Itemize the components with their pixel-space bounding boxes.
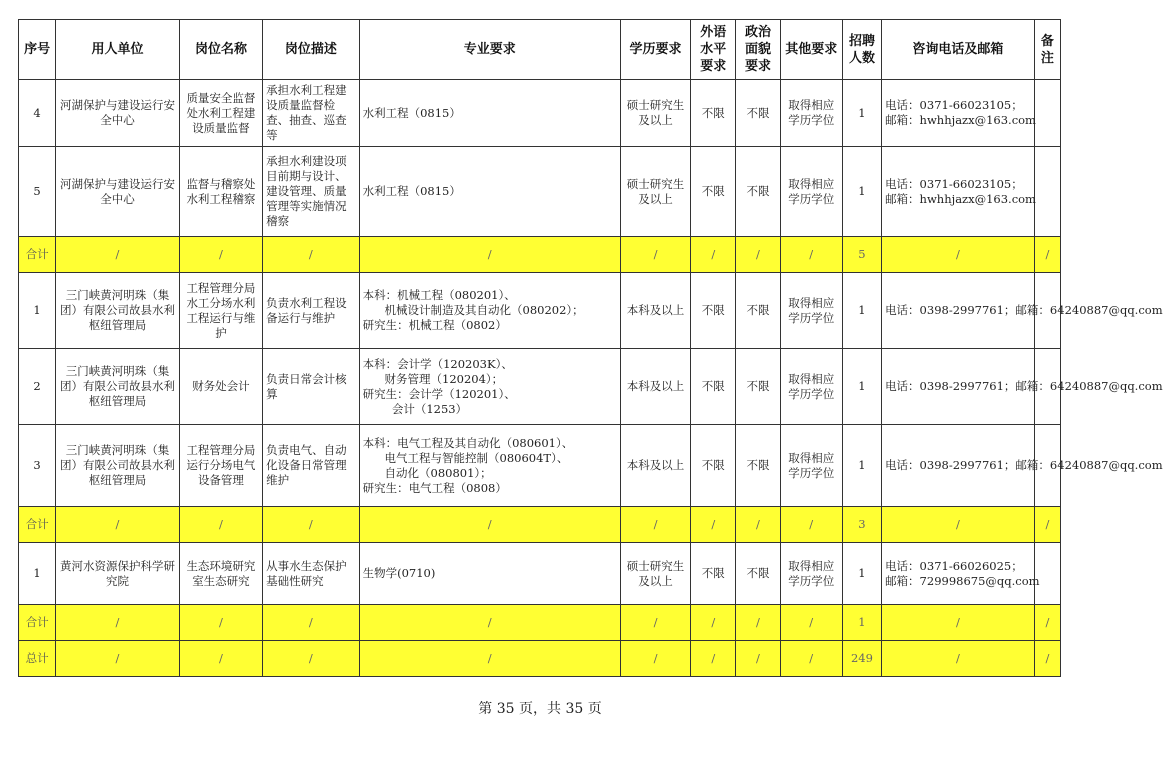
- summary-count: 1: [842, 605, 881, 641]
- description-cell: 负责水利工程设备运行与维护: [263, 273, 359, 349]
- summary-row: [19, 641, 1061, 677]
- summary-count: 5: [842, 237, 881, 273]
- summary-slash: /: [263, 641, 359, 677]
- header-lang: 外语水平要求: [691, 20, 736, 80]
- summary-slash: /: [1034, 507, 1060, 543]
- summary-label: 合计: [19, 507, 56, 543]
- summary-slash: /: [179, 641, 262, 677]
- summary-slash: /: [56, 507, 180, 543]
- education-cell: 硕士研究生及以上: [620, 80, 690, 147]
- summary-label: 总计: [19, 641, 56, 677]
- summary-slash: /: [1034, 605, 1060, 641]
- summary-slash: /: [359, 507, 620, 543]
- header-unit: 用人单位: [56, 20, 180, 80]
- employer-cell: 三门峡黄河明珠（集团）有限公司故县水利枢纽管理局: [56, 273, 180, 349]
- table-row: [19, 80, 1061, 147]
- header-post: 岗位名称: [179, 20, 262, 80]
- count-cell: 1: [842, 273, 881, 349]
- description-cell: 承担水利工程建设质量监督检查、抽查、巡查等: [263, 80, 359, 147]
- summary-slash: /: [179, 605, 262, 641]
- summary-slash: /: [263, 237, 359, 273]
- summary-slash: /: [882, 237, 1035, 273]
- note-cell: [1034, 147, 1060, 237]
- post-cell: 工程管理分局运行分场电气设备管理: [179, 425, 262, 507]
- summary-slash: /: [359, 641, 620, 677]
- row-number: 2: [19, 349, 56, 425]
- table-row: [19, 273, 1061, 349]
- summary-slash: /: [56, 605, 180, 641]
- language-cell: 不限: [691, 425, 736, 507]
- major-cell: 本科：电气工程及其自动化（080601）、 电气工程与智能控制（080604T）、 自动化（080801）； 研究生：电气工程（0808）: [359, 425, 620, 507]
- count-cell: 1: [842, 543, 881, 605]
- summary-slash: /: [691, 507, 736, 543]
- summary-slash: /: [780, 237, 842, 273]
- education-cell: 本科及以上: [620, 349, 690, 425]
- summary-slash: /: [882, 507, 1035, 543]
- row-number: 4: [19, 80, 56, 147]
- table-row: [19, 349, 1061, 425]
- summary-slash: /: [179, 507, 262, 543]
- page-footer: 第 35 页，共 35 页: [478, 701, 602, 717]
- header-row: [19, 20, 1061, 80]
- summary-label: 合计: [19, 605, 56, 641]
- employer-cell: 河湖保护与建设运行安全中心: [56, 147, 180, 237]
- header-edu: 学历要求: [620, 20, 690, 80]
- other-cell: 取得相应学历学位: [780, 80, 842, 147]
- summary-slash: /: [736, 507, 780, 543]
- table-body: [19, 80, 1163, 677]
- contact-cell: 电话：0398-2997761；邮箱：64240887@qq.com: [882, 349, 1035, 425]
- header-other: 其他要求: [780, 20, 842, 80]
- table-row: [19, 543, 1061, 605]
- summary-slash: /: [263, 605, 359, 641]
- summary-slash: /: [882, 641, 1035, 677]
- description-cell: 从事水生态保护基础性研究: [263, 543, 359, 605]
- summary-slash: /: [780, 507, 842, 543]
- other-cell: 取得相应学历学位: [780, 349, 842, 425]
- description-cell: 负责日常会计核算: [263, 349, 359, 425]
- other-cell: 取得相应学历学位: [780, 425, 842, 507]
- header-no: 序号: [19, 20, 56, 80]
- political-cell: 不限: [736, 543, 780, 605]
- post-cell: 生态环境研究室生态研究: [179, 543, 262, 605]
- summary-slash: /: [620, 507, 690, 543]
- table-row: [19, 425, 1061, 507]
- language-cell: 不限: [691, 543, 736, 605]
- summary-slash: /: [56, 641, 180, 677]
- count-cell: 1: [842, 147, 881, 237]
- summary-slash: /: [780, 605, 842, 641]
- education-cell: 硕士研究生及以上: [620, 543, 690, 605]
- summary-slash: /: [359, 605, 620, 641]
- table-row: [19, 147, 1061, 237]
- count-cell: 1: [842, 80, 881, 147]
- header-major: 专业要求: [359, 20, 620, 80]
- count-cell: 1: [842, 349, 881, 425]
- political-cell: 不限: [736, 147, 780, 237]
- political-cell: 不限: [736, 273, 780, 349]
- contact-cell: 电话：0371-66026025； 邮箱：729998675@qq.com: [882, 543, 1035, 605]
- political-cell: 不限: [736, 349, 780, 425]
- post-cell: 财务处会计: [179, 349, 262, 425]
- header-desc: 岗位描述: [263, 20, 359, 80]
- summary-slash: /: [736, 641, 780, 677]
- row-number: 1: [19, 543, 56, 605]
- employer-cell: 黄河水资源保护科学研究院: [56, 543, 180, 605]
- summary-label: 合计: [19, 237, 56, 273]
- recruitment-table: [18, 19, 1163, 677]
- summary-slash: /: [1034, 641, 1060, 677]
- employer-cell: 河湖保护与建设运行安全中心: [56, 80, 180, 147]
- summary-slash: /: [1034, 237, 1060, 273]
- other-cell: 取得相应学历学位: [780, 273, 842, 349]
- other-cell: 取得相应学历学位: [780, 147, 842, 237]
- summary-slash: /: [359, 237, 620, 273]
- major-cell: 本科：会计学（120203K）、 财务管理（120204）； 研究生：会计学（120201）、 会计（1253）: [359, 349, 620, 425]
- political-cell: 不限: [736, 425, 780, 507]
- summary-slash: /: [620, 237, 690, 273]
- contact-cell: 电话：0398-2997761；邮箱：64240887@qq.com: [882, 425, 1035, 507]
- major-cell: 本科：机械工程（080201）、 机械设计制造及其自动化（080202）； 研究生：机械工程（0802）: [359, 273, 620, 349]
- employer-cell: 三门峡黄河明珠（集团）有限公司故县水利枢纽管理局: [56, 349, 180, 425]
- contact-cell: 电话：0371-66023105； 邮箱：hwhhjazx@163.com: [882, 80, 1035, 147]
- contact-cell: 电话：0371-66023105； 邮箱：hwhhjazx@163.com: [882, 147, 1035, 237]
- summary-row: [19, 605, 1061, 641]
- row-number: 1: [19, 273, 56, 349]
- contact-cell: 电话：0398-2997761；邮箱：64240887@qq.com: [882, 273, 1035, 349]
- post-cell: 监督与稽察处水利工程稽察: [179, 147, 262, 237]
- political-cell: 不限: [736, 80, 780, 147]
- major-cell: 生物学(0710): [359, 543, 620, 605]
- education-cell: 本科及以上: [620, 273, 690, 349]
- summary-slash: /: [691, 237, 736, 273]
- post-cell: 工程管理分局水工分场水利工程运行与维护: [179, 273, 262, 349]
- summary-row: [19, 237, 1061, 273]
- summary-slash: /: [691, 641, 736, 677]
- major-cell: 水利工程（0815）: [359, 80, 620, 147]
- language-cell: 不限: [691, 273, 736, 349]
- summary-slash: /: [691, 605, 736, 641]
- summary-row: [19, 507, 1061, 543]
- header-note: 备注: [1034, 20, 1060, 80]
- major-cell: 水利工程（0815）: [359, 147, 620, 237]
- note-cell: [1034, 80, 1060, 147]
- row-number: 3: [19, 425, 56, 507]
- summary-slash: /: [620, 605, 690, 641]
- summary-slash: /: [620, 641, 690, 677]
- summary-slash: /: [736, 605, 780, 641]
- employer-cell: 三门峡黄河明珠（集团）有限公司故县水利枢纽管理局: [56, 425, 180, 507]
- description-cell: 承担水利建设项目前期与设计、建设管理、质量管理等实施情况稽察: [263, 147, 359, 237]
- summary-slash: /: [56, 237, 180, 273]
- summary-count: 3: [842, 507, 881, 543]
- description-cell: 负责电气、自动化设备日常管理维护: [263, 425, 359, 507]
- language-cell: 不限: [691, 349, 736, 425]
- count-cell: 1: [842, 425, 881, 507]
- header-contact: 咨询电话及邮箱: [882, 20, 1035, 80]
- education-cell: 本科及以上: [620, 425, 690, 507]
- post-cell: 质量安全监督处水利工程建设质量监督: [179, 80, 262, 147]
- language-cell: 不限: [691, 147, 736, 237]
- language-cell: 不限: [691, 80, 736, 147]
- summary-slash: /: [882, 605, 1035, 641]
- summary-count: 249: [842, 641, 881, 677]
- summary-slash: /: [179, 237, 262, 273]
- summary-slash: /: [780, 641, 842, 677]
- summary-slash: /: [263, 507, 359, 543]
- summary-slash: /: [736, 237, 780, 273]
- header-pol: 政治面貌要求: [736, 20, 780, 80]
- row-number: 5: [19, 147, 56, 237]
- education-cell: 硕士研究生及以上: [620, 147, 690, 237]
- other-cell: 取得相应学历学位: [780, 543, 842, 605]
- header-num: 招聘人数: [842, 20, 881, 80]
